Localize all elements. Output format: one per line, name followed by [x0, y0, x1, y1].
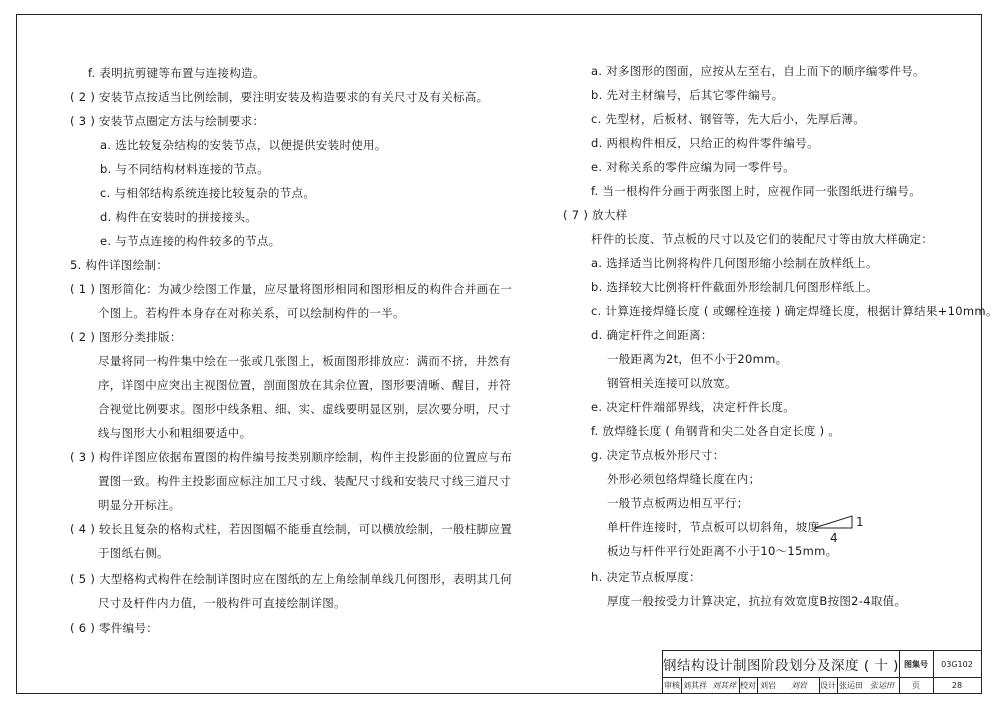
text-line: ( 2 ) 安装节点按适当比例绘制，要注明安装及构造要求的有关尺寸及有关标高。	[70, 90, 489, 104]
atlas-number: 03G102	[941, 659, 973, 669]
text-line: f. 表明抗剪键等布置与连接构造。	[88, 66, 265, 80]
review-label: 审核	[664, 681, 680, 690]
text-line: a. 对多图形的图面，应按从左至右，自上而下的顺序编零件号。	[591, 64, 925, 78]
text-line: d. 构件在安装时的拼接接头。	[100, 210, 258, 224]
text-line: 个图上。若构件本身存在对称关系，可以绘制构件的一半。	[98, 306, 405, 320]
text-line: e. 决定杆件端部界线，决定杆件长度。	[591, 400, 796, 414]
slope-run: 4	[830, 531, 838, 544]
text-line: c. 计算连接焊缝长度 ( 或螺栓连接 ) 确定焊缝长度，根据计算结果+10mm。	[591, 304, 998, 318]
text-line: ( 6 ) 零件编号：	[70, 621, 159, 635]
page-number: 28	[951, 681, 963, 690]
text-line: 尺寸及杆件内力值，一般构件可直接绘制详图。	[98, 596, 346, 610]
designer-name: 张运田	[839, 681, 863, 690]
text-line: 尽量将同一构件集中绘在一张或几张图上，板面图形排放应：满而不挤，井然有	[98, 354, 511, 368]
text-line: d. 确定杆件之间距离：	[591, 328, 713, 342]
text-line: 置图一致。构件主投影面应标注加工尺寸线、装配尺寸线和安装尺寸线三道尺寸	[98, 474, 511, 488]
page-label: 页	[912, 681, 920, 690]
text-line: a. 选择适当比例将构件几何图形缩小绘制在放样纸上。	[591, 256, 878, 270]
text-line: 钢管相关连接可以放宽。	[607, 376, 737, 390]
title-block	[662, 650, 982, 694]
text-line: g. 决定节点板外形尺寸：	[591, 448, 725, 462]
text-line: 单杆件连接时，节点板可以切斜角，坡度	[607, 520, 820, 534]
text-line: 线与图形大小和粗细要适中。	[98, 426, 252, 440]
text-line: 一般节点板两边相互平行；	[607, 496, 749, 510]
reviewer-signature: 刘其祥	[712, 681, 736, 690]
text-line: 明显分开标注。	[98, 498, 181, 512]
text-line: b. 先对主材编号，后其它零件编号。	[591, 88, 784, 102]
check-label: 校对	[740, 681, 756, 690]
text-line: 合视觉比例要求。图形中线条粗、细、实、虚线要明显区别，层次要分明，尺寸	[98, 402, 511, 416]
text-line: ( 4 ) 较长且复杂的格构式柱，若因图幅不能垂直绘制，可以横放绘制，一般柱脚应置	[70, 522, 513, 536]
text-line: 厚度一般按受力计算决定，抗拉有效宽度B按图2-4取值。	[607, 594, 907, 608]
reviewer-name: 刘其祥	[683, 681, 707, 690]
text-line: 序，详图中应突出主视图位置，剖面图放在其余位置，图形要清晰、醒目，并符	[98, 378, 511, 392]
text-line: a. 选比较复杂结构的安装节点，以便提供安装时使用。	[100, 138, 387, 152]
slope-triangle	[812, 514, 872, 544]
drawing-title: 钢结构设计制图阶段划分及深度 ( 十 )	[663, 658, 899, 674]
slope-diagram	[812, 514, 872, 548]
text-line: c. 先型材，后板材、钢管等，先大后小，先厚后薄。	[591, 112, 866, 126]
text-line: b. 选择较大比例将杆件截面外形绘制几何图形样纸上。	[591, 280, 878, 294]
checker-name: 刘岩	[760, 681, 776, 690]
text-line: ( 1 ) 图形简化：为减少绘图工作量，应尽量将图形相同和图形相反的构件合并画在一	[70, 282, 513, 296]
text-line: 于图纸右侧。	[98, 546, 169, 560]
text-line: f. 放焊缝长度 ( 角钢背和尖二处各自定长度 ) 。	[591, 424, 841, 438]
section-heading: 5. 构件详图绘制：	[70, 258, 169, 272]
text-line: e. 与节点连接的构件较多的节点。	[100, 234, 281, 248]
text-line: c. 与相邻结构系统连接比较复杂的节点。	[100, 186, 316, 200]
text-line: 板边与杆件平行处距离不小于10～15mm。	[607, 544, 838, 558]
text-line: f. 当一根构件分画于两张图上时，应视作同一张图纸进行编号。	[591, 184, 922, 198]
atlas-label: 图集号	[904, 659, 928, 669]
text-line: ( 2 ) 图形分类排版：	[70, 330, 182, 344]
text-line: b. 与不同结构材料连接的节点。	[100, 162, 269, 176]
checker-signature: 刘岩	[791, 681, 807, 690]
text-line: 杆件的长度、节点板的尺寸以及它们的装配尺寸等由放大样确定：	[591, 232, 934, 246]
text-line: 外形必须包络焊缝长度在内；	[607, 472, 761, 486]
design-label: 设计	[820, 681, 836, 690]
text-line: ( 3 ) 安装节点圈定方法与绘制要求：	[70, 114, 265, 128]
slope-rise: 1	[856, 515, 864, 529]
text-line: h. 决定节点板厚度：	[591, 570, 701, 584]
section-heading: ( 7 ) 放大样	[563, 208, 628, 222]
text-line: ( 5 ) 大型格构式构件在绘制详图时应在图纸的左上角绘制单线几何图形，表明其几何	[70, 572, 513, 586]
text-line: e. 对称关系的零件应编为同一零件号。	[591, 160, 796, 174]
text-line: 一般距离为2t，但不小于20mm。	[607, 352, 788, 366]
designer-signature: 张运田	[870, 681, 894, 690]
text-line: d. 两根构件相反，只给正的构件零件编号。	[591, 136, 819, 150]
text-line: ( 3 ) 构件详图应依据布置图的构件编号按类别顺序绘制，构件主投影面的位置应与布	[70, 450, 513, 464]
